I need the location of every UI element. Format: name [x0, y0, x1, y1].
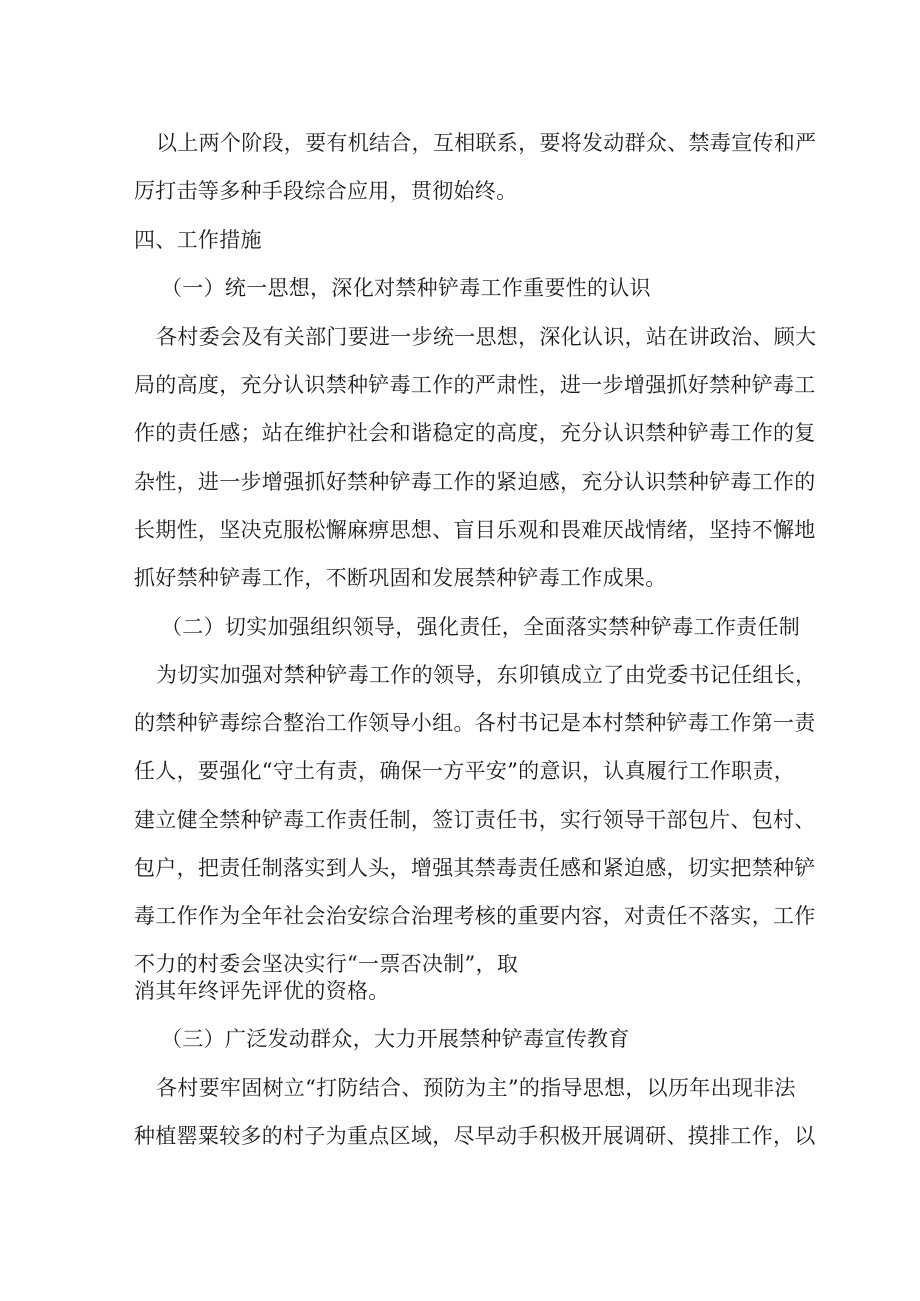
paragraph-line: 各村委会及有关部门要进一步统一思想，深化认识，站在讲政治、顾大 — [156, 325, 817, 349]
paragraph-line: 建立健全禁种铲毒工作责任制，签订责任书，实行领导干部包片、包村、 — [134, 808, 816, 832]
paragraph-line: 任人，要强化“守土有责，确保一方平安”的意识，认真履行工作职责， — [134, 759, 796, 783]
paragraph-line: 不力的村委会坚决实行“一票否决制”，取 — [134, 952, 519, 976]
paragraph-line: 种植罂粟较多的村子为重点区域，尽早动手积极开展调研、摸排工作，以 — [134, 1124, 816, 1148]
subsection-heading: （二）切实加强组织领导，强化责任，全面落实禁种铲毒工作责任制 — [161, 615, 800, 639]
paragraph-line: 以上两个阶段，要有机结合，互相联系，要将发动群众、禁毒宣传和严 — [156, 131, 817, 155]
paragraph-line: 杂性，进一步增强抓好禁种铲毒工作的紧迫感，充分认识禁种铲毒工作的 — [134, 470, 816, 494]
paragraph-line: 长期性，坚决克服松懈麻痹思想、盲目乐观和畏难厌战情绪，坚持不懈地 — [134, 518, 816, 542]
paragraph-line: 各村要牢固树立“打防结合、预防为主”的指导思想，以历年出现非法 — [156, 1076, 796, 1100]
paragraph-line: 消其年终评先评优的资格。 — [134, 979, 390, 1003]
paragraph-line: 包户，把责任制落实到人头，增强其禁毒责任感和紧迫感，切实把禁种铲 — [134, 856, 816, 880]
subsection-heading: （三）广泛发动群众，大力开展禁种铲毒宣传教育 — [161, 1027, 630, 1051]
paragraph-line: 厉打击等多种手段综合应用，贯彻始终。 — [134, 179, 518, 203]
paragraph-line: 抓好禁种铲毒工作，不断巩固和发展禁种铲毒工作成果。 — [134, 566, 667, 590]
paragraph-line: 毒工作作为全年社会治安综合治理考核的重要内容，对责任不落实，工作 — [134, 904, 816, 928]
section-heading: 四、工作措施 — [134, 228, 262, 252]
paragraph-line: 为切实加强对禁种铲毒工作的领导，东卯镇成立了由党委书记任组长， — [156, 663, 817, 687]
paragraph-line: 作的责任感；站在维护社会和谐稳定的高度，充分认识禁种铲毒工作的复 — [134, 421, 816, 445]
paragraph-line: 局的高度，充分认识禁种铲毒工作的严肃性，进一步增强抓好禁种铲毒工 — [134, 373, 816, 397]
paragraph-line: 的禁种铲毒综合整治工作领导小组。各村书记是本村禁种铲毒工作第一责 — [134, 711, 816, 735]
subsection-heading: （一）统一思想，深化对禁种铲毒工作重要性的认识 — [161, 276, 651, 300]
